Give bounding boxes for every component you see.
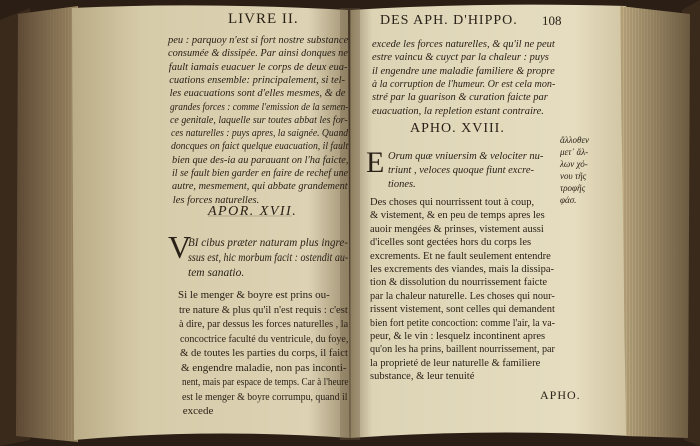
text-line: qu'on les ha prins, baillent nourrissement, par: [370, 344, 555, 356]
text-line: ce genitale, laquelle sur toutes abbat les for-: [170, 114, 349, 126]
text-line: la proprieté de leur naturelle & familiere: [370, 357, 541, 369]
text-line: ces naturelles : puys apres, la saignée. Quand: [170, 128, 348, 140]
text-line: μετ᾽ ἄλ-: [560, 147, 589, 157]
text-line: τροφῆς: [560, 183, 586, 193]
text-line: il se fault bien garder en faire de rechef une: [172, 168, 349, 179]
text-line: BI cibus præter naturam plus ingre-: [188, 237, 349, 249]
text-line: Des choses qui nourrissent tout à coup,: [370, 197, 535, 208]
text-line: substance, & leur tenuité: [370, 371, 475, 383]
right-drop-cap: E: [366, 146, 385, 179]
left-aphorism-heading: APOR. XVII.: [208, 204, 298, 219]
left-drop-cap: V: [168, 229, 192, 265]
text-line: nent, mais par espace de temps. Car à l'heure: [181, 376, 349, 388]
text-line: à dire, par dessus les forces naturelles , la: [179, 318, 349, 330]
text-line: Orum quæ vniuersim & velociter nu-: [388, 151, 544, 162]
text-line: concoctrice faculté du ventricule, du foye,: [179, 332, 349, 345]
text-line: par la chaleur naturelle. Les choses qui nour-: [370, 290, 555, 302]
text-line: autre, mesmement, qui abbate grandement: [172, 181, 349, 193]
text-line: tiones.: [388, 179, 416, 190]
text-line: λων χό-: [560, 159, 588, 169]
text-line: ssus est, hic morbum facit : ostendit au-: [188, 252, 349, 264]
text-line: excede les forces naturelles, & qu'il ne peut: [372, 39, 555, 50]
text-line: fault iamais euacuer le corps de deux eua-: [168, 61, 348, 73]
text-line: euacuation, la repletion estant contraire.: [372, 105, 544, 117]
text-line: excrements. Et ne fault seulement entendre: [370, 250, 551, 262]
text-line: grandes forces : comme l'emission de la semen-: [170, 101, 349, 113]
text-line: peur, & le vin : lesquelz incontinent apres: [370, 331, 546, 342]
text-line: les euacuations sont d'elles mesmes, & de: [169, 88, 346, 100]
left-running-head: LIVRE II.: [228, 11, 299, 27]
text-line: stré par la guarison & curation faicte par: [372, 92, 548, 104]
text-line: ἄλλοθεν: [560, 135, 589, 145]
text-line: excede: [182, 405, 214, 417]
catchword: APHO.: [540, 388, 581, 402]
text-line: cuations ensemble: principalement, si tel-: [169, 74, 346, 86]
text-line: triunt , veloces quoque fiunt excre-: [388, 165, 534, 176]
text-line: tem sanatio.: [188, 267, 245, 279]
text-line: les excrements des viandes, mais la dissipa-: [370, 264, 554, 275]
text-line: tre nature & plus qu'il n'est requis : c'est: [178, 303, 348, 316]
text-line: & vistement, & en peu de temps apres les: [370, 210, 545, 222]
text-line: peu : parquoy n'est si fort nostre substance: [168, 35, 349, 46]
text-line: & engendre maladie, non pas inconti-: [181, 361, 347, 374]
text-line: est le menger & boyre corrumpu, quand il: [182, 390, 348, 403]
right-running-head: DES APH. D'HIPPO.: [380, 13, 518, 28]
text-line: il engendre une maladie familiere & propre: [372, 65, 555, 77]
right-aphorism-heading: APHO. XVIII.: [410, 121, 505, 136]
text-line: d'icelles sont gectées hors du corps les: [370, 237, 532, 249]
text-line: tion & dissolution du nourrissement faicte: [370, 277, 548, 289]
text-line: doncques on faict quelque euacuation, il fault: [171, 141, 349, 153]
text-line: consumée & dissipée. Par ainsi donques ne: [168, 48, 349, 60]
text-line: νου τῆς: [560, 171, 587, 181]
text-line: les forces naturelles.: [172, 194, 260, 206]
text-line: Si le menger & boyre est prins ou-: [178, 289, 330, 301]
text-line: & de toutes les parties du corps, il faict: [180, 347, 349, 359]
text-line: auoir mengées & prinses, vistement aussi: [370, 223, 544, 235]
text-line: bien fort petite concoction: comme l'air, la va-: [370, 317, 555, 329]
text-line: estre vaincu & cuyct par la chaleur : puys: [372, 52, 549, 64]
page-number: 108: [542, 13, 562, 28]
text-line: rissent vistement, sont celles qui demandent: [370, 304, 555, 316]
text-line: φάσ.: [560, 195, 577, 205]
text-line: bien que des-ia au parauant on l'ha faicte,: [171, 154, 349, 166]
text-line: à la corruption de l'humeur. Or est cela mon-: [372, 78, 556, 90]
